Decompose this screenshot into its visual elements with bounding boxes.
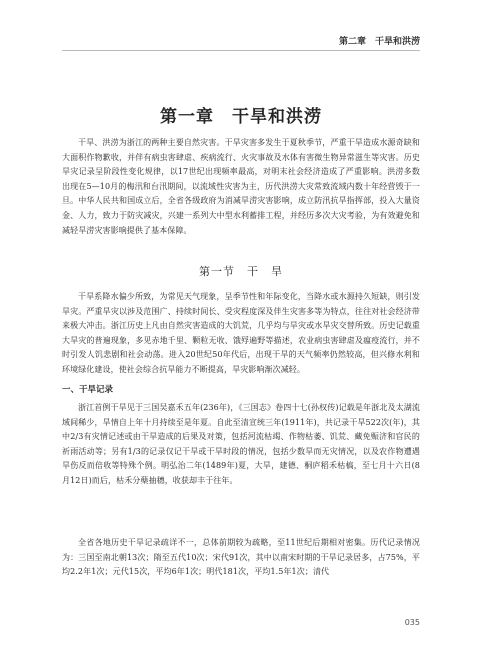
section-paragraph: 干旱系降水偏少所致，为常见天气现象，呈季节性和年际变化，当降水或水源持久短缺，则引发旱灾。严重旱灾以涉及范围广、持续时间长、受灾程度深及伴生灾害多等为特点，往往对社会经济带来极大冲击。浙江历史上凡由自然灾害造成的大饥荒，几乎均与旱灾或水旱灾交替所致。历史记载重大旱灾的普遍现象，多见赤地千里、颗粒无收、饿殍遍野等描述，农业病虫害肆虐及瘟疫流行，并不时引发人饥悲剧和社会动荡。进入20世纪50年代后，出现干旱的天气频率仍然较高，但兴修水利和环境绿化建设，使社会综合抗旱能力不断提高，旱灾影响渐次减轻。 [62,292,420,374]
running-header-title: 第二章 干旱和洪涝 [338,37,420,47]
subsection-heading: 一、干旱记录 [62,385,114,395]
running-header [62,34,420,51]
page-number: 035 [404,618,420,627]
chapter-title: 第一章 干旱和洪涝 [160,107,322,127]
intro-paragraph: 干旱、洪涝为浙江的两种主要自然灾害。干旱灾害多发生于夏秋季节，严重干旱造成水源奇缺和大面积作物歉收，并伴有病虫害肆虐、疾病流行、火灾事故及水体有害微生物异常滋生等灾害。历史旱灾记录呈阶段性变化规律，以17世纪出现频率最高，对明末社会经济造成了严重影响。洪涝多数出现在5—10月的梅汛和台汛期间，以流域性灾害为主，历代洪涝大灾常致流域内数十年经营毁于一旦。中华人民共和国成立后，全省各级政府为消减旱涝灾害影响，成立防汛抗旱指挥部，投入大量资金、人力，致力于防灾减灾，兴建一系列大中型水利蓄排工程，并经历多次大灾考验，为有效避免和减轻旱涝灾害影响提供了基本保障。 [62,138,420,235]
records-paragraph-2: 全省各地历史干旱记录疏详不一，总体前期较为疏略，至11世纪后期相对密集。历代记录情况为：三国至南北朝13次；隋至五代10次；宋代91次，其中以南宋时期的干旱记录居多，占75%，平均2.2年1次；元代15次，平均6年1次；明代181次，平均1.5年1次；清代 [62,538,420,577]
section-title: 第一节 干 旱 [199,265,283,278]
records-paragraph-1: 浙江首例干旱见于三国吴嘉禾五年(236年)，《三国志》卷四十七(孙权传)记载是年浙北及太湖流域间稀少，旱情自上年十月持续至是年夏。自此至清宣统三年(1911年)，共记录干旱522次(年)，其中2/3有灾情记述或由干旱造成的后果及对策，包括河流枯竭、作物枯萎、饥荒、藏免赈济和官民的祈雨活动等；另有1/3的记录仅记干旱或干旱时段的情况，包括少数旱而无灾情况，以及农作物遭遇旱伤反而倍收等特殊个例。明弘治二年(1489年)夏，大旱，建德、桐庐稻禾枯槁，至七月十六日(8月12日)而后，枯禾分蘖抽穗，收获却丰于往年。 [62,403,420,485]
